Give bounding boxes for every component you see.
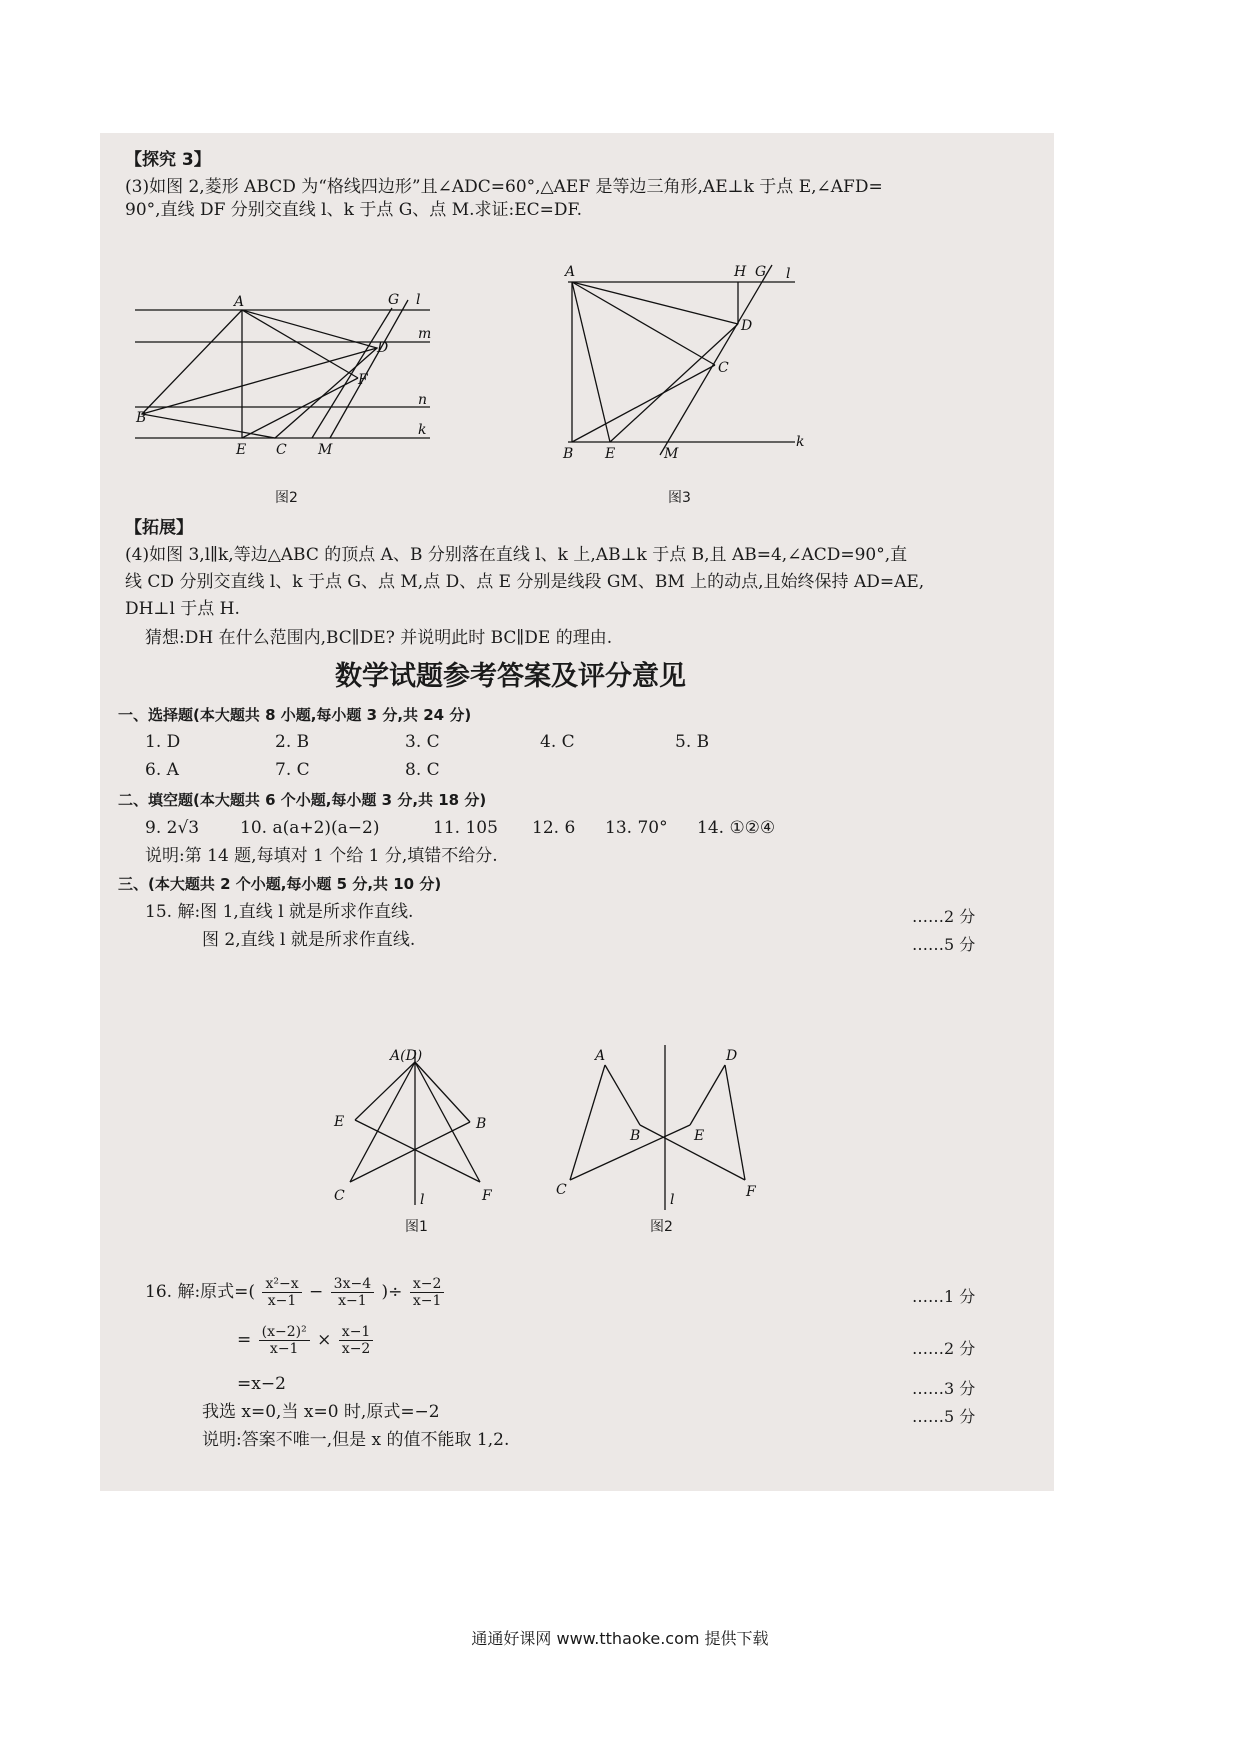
q16-points-4: ……5 分 — [912, 1407, 976, 1426]
af2-label-C: C — [556, 1182, 567, 1198]
af1-label-E: E — [334, 1114, 345, 1130]
ans-fig1-caption: 图1 — [405, 1219, 428, 1235]
fig3-label-k: k — [796, 434, 805, 450]
fig2-caption: 图2 — [275, 490, 298, 506]
answers-title: 数学试题参考答案及评分意见 — [335, 661, 686, 692]
section3-heading: 三、(本大题共 2 个小题,每小题 5 分,共 10 分) — [118, 875, 442, 893]
fig2-label-n: n — [418, 392, 428, 408]
s1-answer-7: 7. C — [275, 760, 310, 780]
s2-answer-12: 12. 6 — [532, 818, 576, 838]
af1-label-F: F — [482, 1188, 492, 1204]
answer-figure-2 — [550, 1040, 780, 1215]
extension-heading: 【拓展】 — [125, 518, 193, 538]
s1-answer-4: 4. C — [540, 732, 575, 752]
section1-heading: 一、选择题(本大题共 8 小题,每小题 3 分,共 24 分) — [118, 706, 472, 724]
fig3-label-A: A — [565, 264, 576, 280]
q16-div: )÷ — [381, 1282, 403, 1302]
footer-credit: 通通好课网 www.tthaoke.com 提供下载 — [471, 1629, 769, 1648]
af2-label-D: D — [726, 1048, 738, 1064]
s2-answer-11: 11. 105 — [433, 818, 498, 838]
figure-3 — [560, 260, 810, 475]
af1-label-C: C — [334, 1188, 345, 1204]
fig2-label-B: B — [136, 410, 147, 426]
fig2-label-D: D — [377, 340, 389, 356]
s2-note: 说明:第 14 题,每填对 1 个给 1 分,填错不给分. — [145, 846, 498, 866]
q16-frac1: $\frac{\text{x²−x}}{x-1}$ — [262, 1276, 301, 1309]
q16-step2 — [237, 1320, 375, 1360]
af2-label-l: l — [670, 1192, 675, 1208]
figure-2 — [130, 290, 450, 490]
fig2-label-A: A — [234, 294, 245, 310]
q15-points-1: ……2 分 — [912, 907, 976, 926]
af1-label-B: B — [476, 1116, 487, 1132]
fig2-label-F: F — [358, 372, 368, 388]
fig2-label-m: m — [418, 326, 432, 342]
ans-fig2-caption: 图2 — [650, 1219, 673, 1235]
fig2-label-l: l — [416, 292, 421, 308]
q16-step3: =x−2 — [237, 1374, 286, 1394]
s2-answer-10: 10. a(a+2)(a−2) — [240, 818, 380, 838]
fig2-label-E: E — [236, 442, 247, 458]
explore3-line1: (3)如图 2,菱形 ABCD 为“格线四边形”且∠ADC=60°,△AEF 是等边三角形,AE⊥k 于点 E,∠AFD= — [125, 177, 883, 197]
af1-label-AD: A(D) — [390, 1048, 423, 1064]
fig3-label-G: G — [755, 264, 767, 280]
extension-line4: 猜想:DH 在什么范围内,BC∥DE? 并说明此时 BC∥DE 的理由. — [145, 628, 613, 648]
q16-frac3: $\frac{x-2}{x-1}$ — [410, 1276, 445, 1309]
q16-points-3: ……3 分 — [912, 1379, 976, 1398]
s1-answer-6: 6. A — [145, 760, 179, 780]
fig2-label-k: k — [418, 422, 427, 438]
fig3-caption: 图3 — [668, 490, 691, 506]
q16-points-2: ……2 分 — [912, 1339, 976, 1358]
q15-points-2: ……5 分 — [912, 935, 976, 954]
q15-line2: 图 2,直线 l 就是所求作直线. — [202, 930, 416, 950]
af2-label-B: B — [630, 1128, 641, 1144]
q16-times: × — [317, 1330, 332, 1350]
q16-prefix: 16. 解:原式=( — [145, 1282, 256, 1302]
fig3-label-C: C — [718, 360, 729, 376]
extension-line2: 线 CD 分别交直线 l、k 于点 G、点 M,点 D、点 E 分别是线段 GM、BM 上的动点,且始终保持 AD=AE, — [125, 572, 925, 592]
q16-frac4: $\frac{\text{(x−2)²}}{x-1}$ — [259, 1324, 310, 1357]
section2-heading: 二、填空题(本大题共 6 个小题,每小题 3 分,共 18 分) — [118, 791, 487, 809]
q16-step4: 我选 x=0,当 x=0 时,原式=−2 — [202, 1402, 440, 1422]
q16-frac2: $\frac{3x-4}{x-1}$ — [331, 1276, 374, 1309]
extension-line1: (4)如图 3,l∥k,等边△ABC 的顶点 A、B 分别落在直线 l、k 上,AB⊥k 于点 B,且 AB=4,∠ACD=90°,直 — [125, 545, 908, 565]
q16-eq2: = — [237, 1330, 252, 1350]
extension-line3: DH⊥l 于点 H. — [125, 599, 240, 619]
q16-note: 说明:答案不唯一,但是 x 的值不能取 1,2. — [202, 1430, 510, 1450]
q16-step1 — [145, 1272, 446, 1312]
q15-line1: 15. 解:图 1,直线 l 就是所求作直线. — [145, 902, 414, 922]
fig3-label-l: l — [786, 266, 791, 282]
af2-label-F: F — [746, 1184, 756, 1200]
answer-figure-1 — [320, 1040, 530, 1215]
s2-answer-14: 14. ①②④ — [697, 818, 776, 838]
s1-answer-8: 8. C — [405, 760, 440, 780]
explore3-line2: 90°,直线 DF 分别交直线 l、k 于点 G、点 M.求证:EC=DF. — [125, 200, 583, 220]
s2-answer-13: 13. 70° — [605, 818, 668, 838]
fig2-label-G: G — [388, 292, 400, 308]
af2-label-E: E — [694, 1128, 705, 1144]
fig2-label-C: C — [276, 442, 287, 458]
af2-label-A: A — [595, 1048, 606, 1064]
q16-points-1: ……1 分 — [912, 1287, 976, 1306]
af1-label-l: l — [420, 1192, 425, 1208]
s1-answer-2: 2. B — [275, 732, 310, 752]
s2-answer-9: 9. 2√3 — [145, 818, 200, 838]
fig2-label-M: M — [318, 442, 333, 458]
s1-answer-5: 5. B — [675, 732, 710, 752]
s1-answer-3: 3. C — [405, 732, 440, 752]
explore3-heading: 【探究 3】 — [125, 150, 211, 170]
fig3-label-H: H — [734, 264, 747, 280]
fig3-label-B: B — [563, 446, 574, 462]
s1-answer-1: 1. D — [145, 732, 181, 752]
q16-minus: − — [309, 1282, 324, 1302]
fig3-label-D: D — [741, 318, 753, 334]
fig3-label-M: M — [664, 446, 679, 462]
q16-frac5: $\frac{x-1}{x-2}$ — [339, 1324, 374, 1357]
fig3-label-E: E — [605, 446, 616, 462]
